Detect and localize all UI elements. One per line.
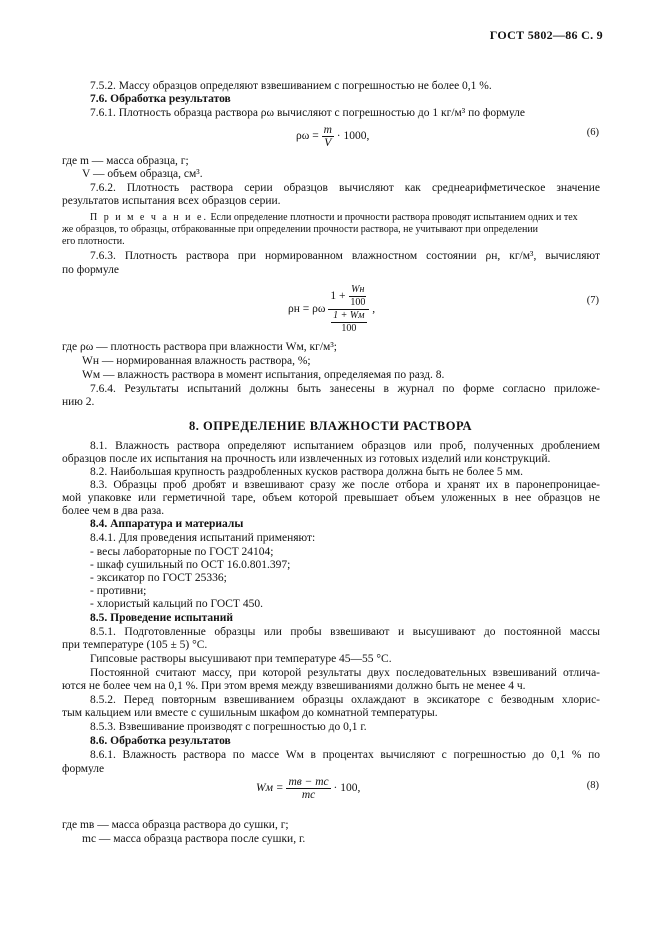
heading-8-4: 8.4. Аппаратура и материалы [90,518,244,530]
note-line2: же образцов, то образцы, отбракованные при определении прочности раствора, не учитывают при определении [62,224,539,235]
legend-mv: где mв — масса образца раствора до сушки, г; [62,819,289,831]
para-8-6-1-line2: формуле [62,763,105,775]
para-gypsum: Гипсовые растворы высушивают при температуре 45—55 °С. [90,653,392,665]
legend-v: V — объем образца, см³. [82,168,203,180]
para-7-6-2-line1: 7.6.2. Плотность раствора серии образцов вычисляют как среднеарифметическое значение [90,182,600,194]
para-constant-mass-line2: ются не более чем на 0,1 %. При этом время между взвешиваниями должно быть не менее 4 ч. [62,680,526,692]
para-8-1-line2: образцов после их испытания на прочность или извлеченных из готовых изделий или конструкций. [62,453,551,465]
formula-6-denominator: V [324,137,332,149]
list-item-scales: - весы лабораторные по ГОСТ 24104; [90,546,274,558]
para-8-1-line1: 8.1. Влажность раствора определяют испытанием образцов или проб, полученных дроблением [90,440,600,452]
formula-7-denominator: 1 + Wм [333,310,365,321]
formula-7-numerator-one: 1 + [330,290,346,303]
para-8-3-line1: 8.3. Образцы проб дробят и взвешивают сразу же после отбора и хранят их в паронепроницае- [90,479,600,491]
para-8-5-3: 8.5.3. Взвешивание производят с погрешностью до 0,1 г. [90,721,367,733]
equation-number-7: (7) [586,295,599,306]
para-7-6-4-line1: 7.6.4. Результаты испытаний должны быть занесены в журнал по форме согласно приложе- [90,383,600,395]
para-7-6-1: 7.6.1. Плотность образца раствора ρω вычисляют с погрешностью до 1 кг/м³ по формуле [90,107,526,119]
formula-8-numerator: mв − mс [288,776,329,788]
legend-wm: Wм — влажность раствора в момент испытания, определяемая по разд. 8. [82,369,445,381]
note-text: Если определение плотности и прочности раствора проводят испытанием одних и тех [207,212,578,223]
list-item-trays: - противни; [90,585,147,597]
note-line3: его плотности. [62,236,125,247]
page-header: ГОСТ 5802—86 С. 9 [489,28,603,42]
equation-number-6: (6) [586,127,599,138]
para-8-3-line3: более чем в два раза. [62,505,165,517]
para-8-6-1-line1: 8.6.1. Влажность раствора по массе Wм в процентах вычисляют с погрешностью до 0,1 % по [90,749,600,761]
formula-7-lhs: ρн = ρω [288,303,326,316]
heading-8-5: 8.5. Проведение испытаний [90,612,233,624]
note-label: П р и м е ч а н и е. [90,212,208,223]
para-8-5-1-line2: при температуре (105 ± 5) °С. [62,639,208,651]
list-item-calcium-chloride: - хлористый кальций по ГОСТ 450. [90,598,263,610]
para-8-5-2-line1: 8.5.2. Перед повторным взвешиванием образцы охлаждают в эксикаторе с безводным хлорис- [90,694,600,706]
formula-7-wn: Wн [351,284,365,295]
para-7-6-3-line2: по формуле [62,264,119,276]
formula-8 [256,776,360,801]
legend-rho: где ρω — плотность раствора при влажности Wм, кг/м³; [62,341,337,353]
formula-8-denominator: mс [301,789,316,801]
formula-6: ρω = $\frac{m}{V}$ · 1000, [296,124,370,149]
para-7-5-2: 7.5.2. Массу образцов определяют взвешиванием с погрешностью не более 0,1 %. [90,80,492,92]
formula-6-numerator: m [323,124,332,136]
list-item-oven: - шкаф сушильный по ОСТ 16.0.801.397; [90,559,291,571]
para-7-6-2-line2: результатов испытания всех образцов серии. [62,195,281,207]
heading-7-6: 7.6. Обработка результатов [90,93,231,105]
legend-wn: Wн — нормированная влажность раствора, %; [82,355,311,367]
para-7-6-3-line1: 7.6.3. Плотность раствора при нормированном влажностном состоянии ρн, кг/м³, вычисляют [90,250,600,262]
para-7-6-4-line2: нию 2. [62,396,95,408]
formula-7: ρн = ρω 1 + $\frac{Wн}{100}$ $\frac{1 + Wм}{100}$ , [288,284,376,334]
formula-8-tail: · 100, [333,782,361,795]
legend-m: где m — масса образца, г; [62,155,189,167]
formula-7-100b: 100 [341,323,357,334]
formula-6-tail: · 1000, [336,130,370,143]
equation-number-8: (8) [586,780,599,791]
para-8-2: 8.2. Наибольшая крупность раздробленных кусков раствора должна быть не более 5 мм. [90,466,523,478]
formula-8-lhs: Wм = [256,782,284,795]
legend-mc: mс — масса образца раствора после сушки, г. [82,833,306,845]
section-8-title: 8. ОПРЕДЕЛЕНИЕ ВЛАЖНОСТИ РАСТВОРА [188,419,473,433]
list-item-desiccator: - эксикатор по ГОСТ 25336; [90,572,227,584]
para-8-5-2-line2: тым кальцием или вместе с сушильным шкафом до комнатной температуры. [62,707,438,719]
para-8-3-line2: мой упаковке или герметичной таре, объем которой превышает объем уложенных в нее образцов не [62,492,600,504]
heading-8-6: 8.6. Обработка результатов [90,735,231,747]
para-8-4-1: 8.4.1. Для проведения испытаний применяют: [90,532,316,544]
para-constant-mass-line1: Постоянной считают массу, при которой результаты двух последовательных взвешиваний отлича- [90,667,600,679]
formula-7-100a: 100 [350,297,366,308]
formula-6-lhs: ρω [296,130,310,143]
para-8-5-1-line1: 8.5.1. Подготовленные образцы или пробы взвешивают и высушивают до постоянной массы [90,626,600,638]
